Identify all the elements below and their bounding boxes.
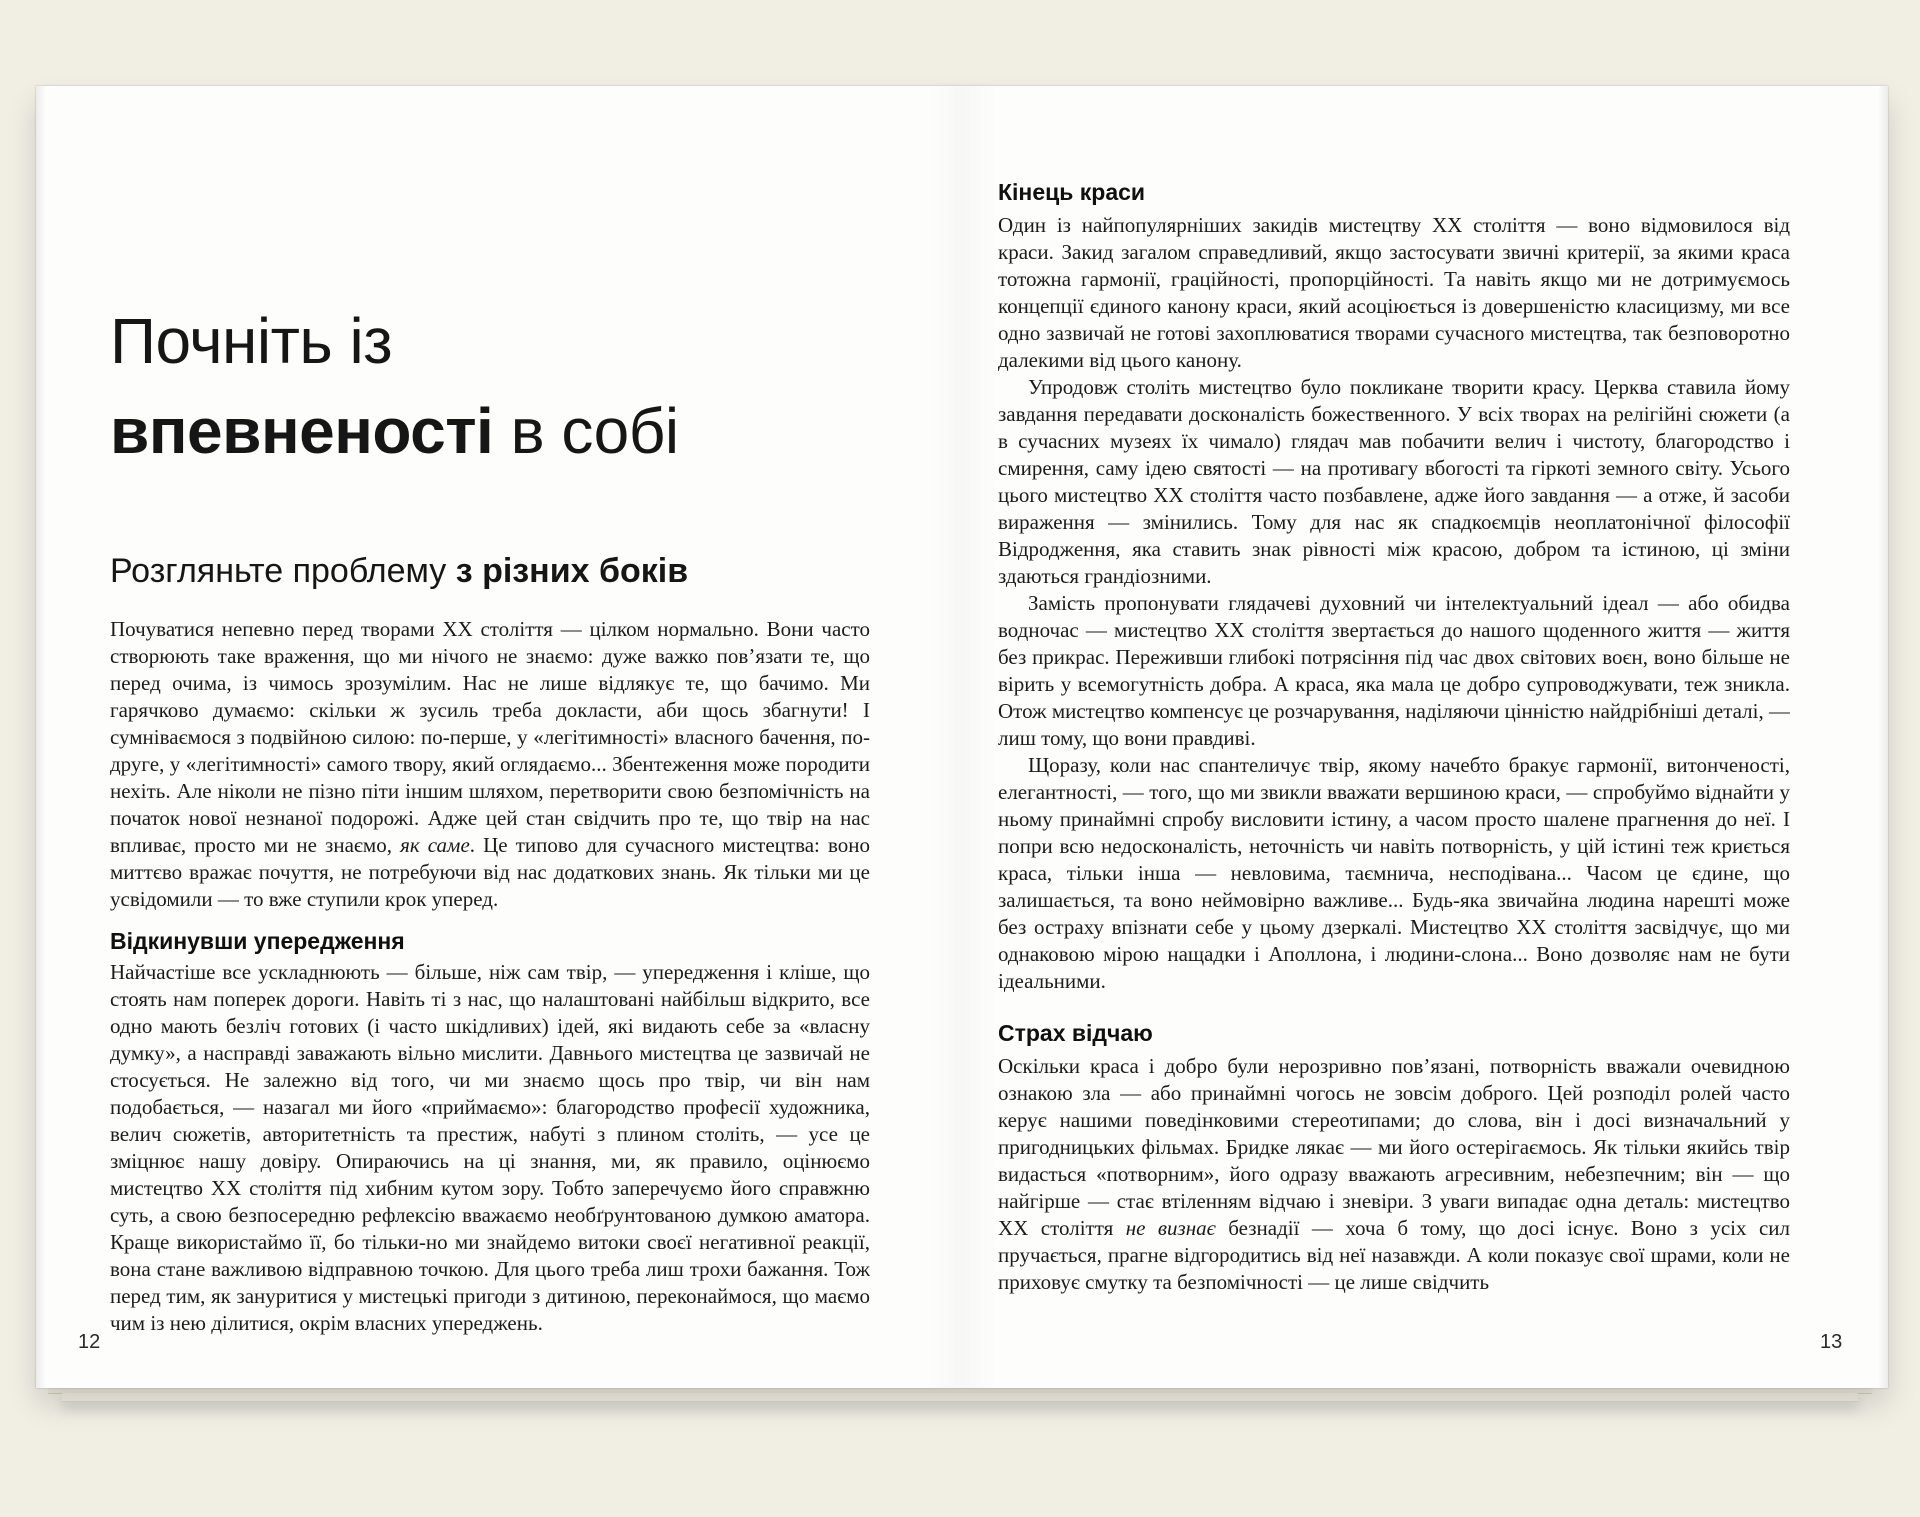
subtitle-regular-part: Розгляньте проблему bbox=[110, 552, 456, 590]
text-run: безнадії — хоча б тому, що досі існує. Воно з усіх сил пручається, прагне відгородитись від неї назавжди. А коли показує свої шрами, коли не приховує смутку та безпомічності — це лише свідчить bbox=[998, 1216, 1790, 1294]
text-run: Замість пропонувати глядачеві духовний чи інтелектуальний ідеал — або обидва водночас — мистецтво XX століття звертається до нашого щоденного життя — життя без прикрас. Переживши глибокі потрясіння під час двох світових воєн, воно більше не вірить у всемогутність добра. А краса, яка мала це добро супроводжувати, теж зникла. Отож мистецтво компенсує це розчарування, наділяючи цінністю найдрібніші деталі, — лиш тому, що вони правдиві. bbox=[998, 591, 1790, 750]
body-paragraph bbox=[998, 212, 1790, 374]
chapter-title-line2 bbox=[110, 386, 870, 476]
right-page-body bbox=[998, 86, 1790, 1296]
body-paragraph bbox=[998, 752, 1790, 995]
text-run: Упродовж століть мистецтво було покликане творити красу. Церква ставила йому завдання передавати досконалість божественного. У всіх творах на релігійні сюжети (а в сучасних музеях їх чимало) глядач мав побачити велич і чистоту, благородство і смирення, саму ідею святості — на противагу вбогості та гіркоті земного світу. Усього цього мистецтво XX століття часто позбавлене, адже його завдання — а отже, й засоби вираження — змінились. Тому для нас як спадкоємців неоплатонічної філософії Відродження, яка ставить знак рівності між красою, добром та істиною, ці зміни здаються грандіозними. bbox=[998, 375, 1790, 588]
body-paragraph bbox=[998, 374, 1790, 590]
right-page bbox=[998, 86, 1790, 1388]
text-run: Почуватися непевно перед творами XX століття — цілком нормально. Вони часто створюють таке враження, що ми нічого не знаємо: дуже важко пов’язати те, що перед очима, із чимось зрозумілим. Нас не лише відлякує те, що бачимо. Ми гарячково думаємо: скільки ж зусиль треба докласти, аби щось збагнути! І сумніваємося з подвійною силою: по-перше, у «легітимності» власного бачення, по-друге, у «легітимності» самого твору, який оглядаємо... Збентеження може породити нехіть. Але ніколи не пізно піти іншим шляхом, перетворити свою безпомічність на початок нової незнаної подорожі. Адже цей стан свідчить про те, що твір на нас впливає, просто ми не знаємо, bbox=[110, 617, 870, 857]
book-spread bbox=[36, 86, 1888, 1388]
text-run: Один із найпопулярніших закидів мистецтву XX століття — воно відмовилося від краси. Закид загалом справедливий, якщо застосувати звичні критерії, за якими краса тотожна гармонії, граційності, пропорційності. Та навіть якщо ми не дотримуємось концепції єдиного канону краси, який асоціюється із довершеністю класицизму, ми все одно зазвичай не готові захоплюватися творами сучасного мистецтва, так безповоротно далекими від цього канону. bbox=[998, 213, 1790, 372]
chapter-title-regular-part: в собі bbox=[493, 395, 679, 467]
section-heading: Відкинувши упередження bbox=[110, 928, 405, 954]
left-page bbox=[110, 86, 870, 1388]
chapter-title-line1: Почніть із bbox=[110, 305, 393, 377]
text-run: Найчастіше все ускладнюють — більше, ніж сам твір, — упередження і кліше, що стоять нам поперек дороги. Навіть ті з нас, що налаштовані найбільш відкрито, все одно мають безліч готових (і часто шкідливих) ідей, які видають себе за «власну думку», а насправді заважають вільно мислити. Давнього мистецтва це зазвичай не стосується. Не залежно від того, чи ми знаємо щось про твір, чи він нам подобається, — назагал ми його «приймаємо»: благородство професії художника, велич сюжетів, авторитетність та престиж, набуті з плином століть, — усе це зміцнює нашу довіру. Опираючись на ці знання, ми, як правило, оцінюємо мистецтво XX століття під хибним кутом зору. Тобто заперечуємо його справжню суть, а свою безпосередню рефлексію вважаємо необґрунтованою думкою аматора. Краще використаймо її, бо тільки-но ми знайдемо витоки своєї негативної реакції, вона стане важливою відправною точкою. Для цього треба лиш трохи бажання. Тож перед тим, як зануритися у мистецькі пригоди з дитиною, переконаймося, що маємо чим із нею ділитися, окрім власних упереджень. bbox=[110, 960, 870, 1335]
italic-run: як саме bbox=[400, 833, 470, 857]
spread-gutter bbox=[927, 86, 997, 1388]
body-paragraph bbox=[998, 1053, 1790, 1296]
chapter-subtitle bbox=[110, 550, 870, 592]
page-number-right: 13 bbox=[1820, 1331, 1843, 1353]
italic-run: не визнає bbox=[1125, 1216, 1216, 1240]
section-heading: Кінець краси bbox=[998, 179, 1146, 205]
page-stack-edge bbox=[62, 1393, 1858, 1402]
text-run: Оскільки краса і добро були нерозривно пов’язані, потворність вважали очевидною ознакою зла — або принаймні чогось не зовсім доброго. Цей розподіл ролей часто керує нашими поведінковими стереотипами; до слова, він і досі визначальний у пригодницьких фільмах. Бридке лякає — ми його остерігаємось. Як тільки якийсь твір видасться «потворним», його одразу вважають агресивним, небезпечним; він — що найгірше — стає втіленням відчаю і зневіри. З уваги випадає одна деталь: мистецтво XX століття bbox=[998, 1054, 1790, 1240]
body-paragraph bbox=[998, 590, 1790, 752]
body-paragraph bbox=[110, 959, 870, 1337]
chapter-title-bold-part: впевненості bbox=[110, 395, 494, 467]
chapter-title bbox=[110, 86, 870, 476]
left-page-body bbox=[110, 616, 870, 1337]
section-heading: Страх відчаю bbox=[998, 1020, 1153, 1046]
text-run: Щоразу, коли нас спантеличує твір, якому начебто бракує гармонії, витонченості, елегантності, — того, що ми звикли вважати вершиною краси, — спробуймо віднайти у ньому принаймні спробу висловити істину, а часом просто шалене прагнення до неї. І попри всю недосконалість, неточність чи навіть потворність, у цій істині теж криється краса, тільки інша — невловима, таємнича, несподівана... Часом це єдине, що залишається, та воно неймовірно важливе... Будь-яка звичайна людина нарешті може без остраху впізнати себе у цьому дзеркалі. Мистецтво XX століття засвідчує, що ми однаковою мірою нащадки і Аполлона, і людини-слона... Воно дозволяє нам не бути ідеальними. bbox=[998, 753, 1790, 993]
text-run: . Це типово для сучасного мистецтва: воно миттєво вражає почуття, не потребуючи від нас додаткових знань. Як тільки ми це усвідомили — то вже ступили крок уперед. bbox=[110, 833, 870, 911]
body-paragraph bbox=[110, 616, 870, 913]
subtitle-bold-part: з різних боків bbox=[455, 552, 689, 590]
page-number-left: 12 bbox=[78, 1331, 101, 1353]
